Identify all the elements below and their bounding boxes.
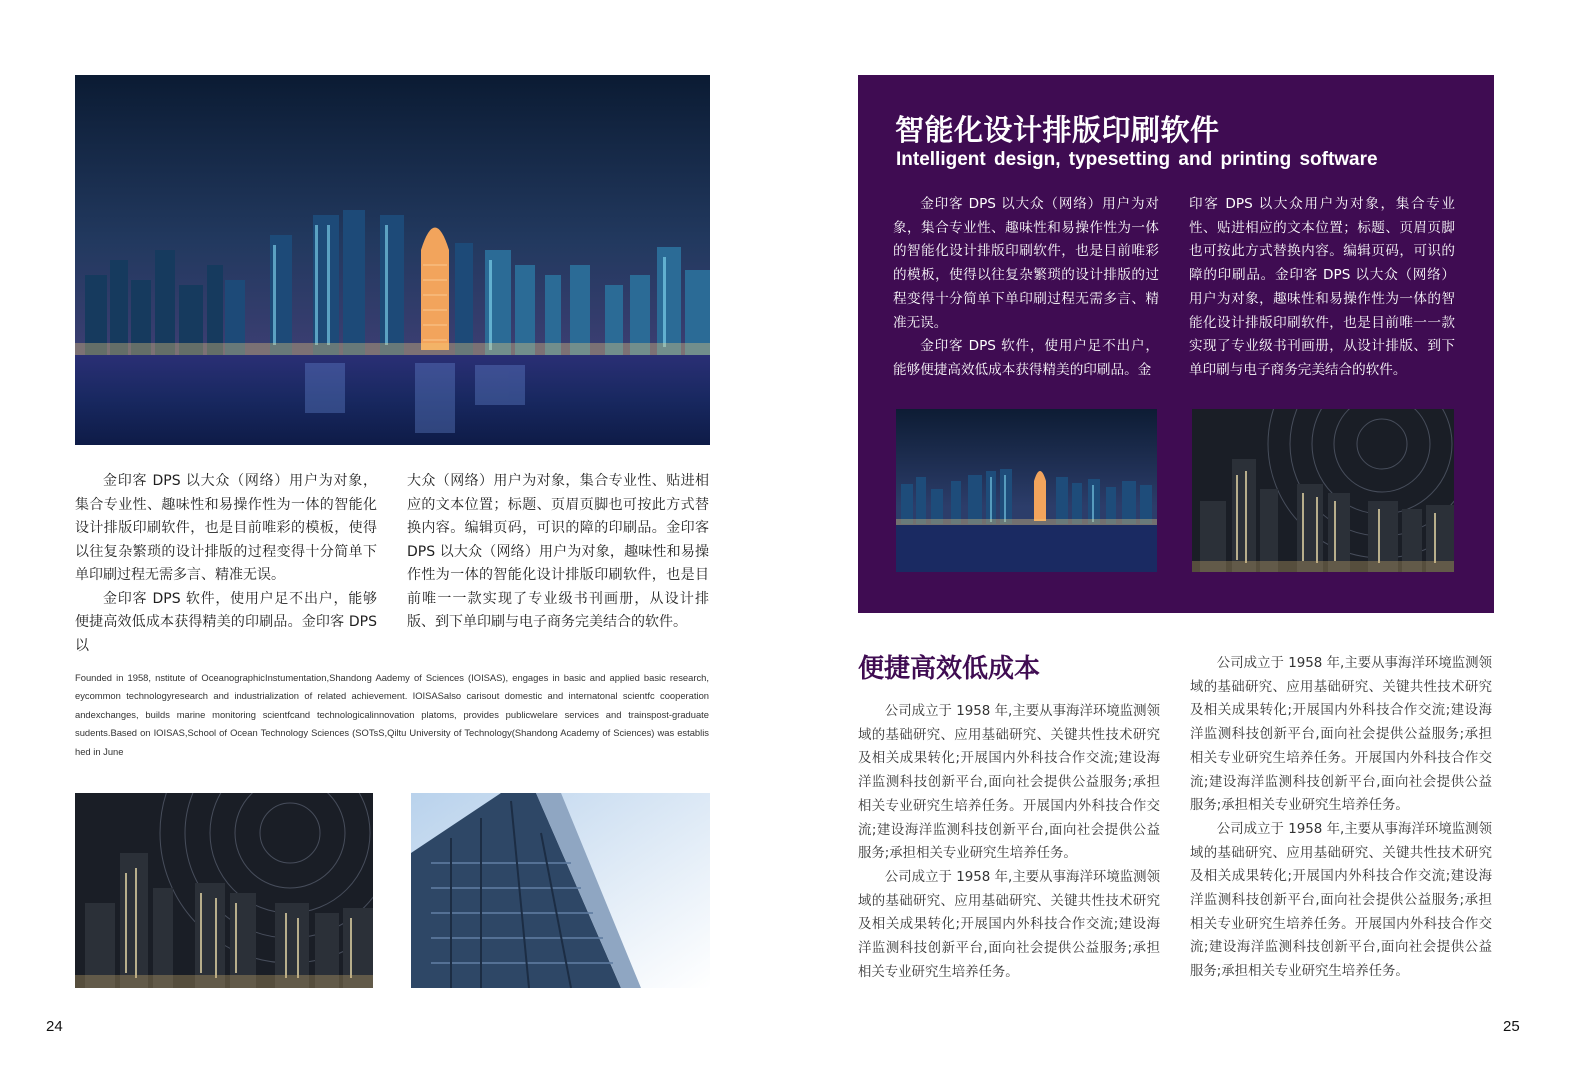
- panel-title: 智能化设计排版印刷软件: [895, 113, 1220, 147]
- english-paragraph: Founded in 1958, nstitute of OceanographicInstumentation,Shandong Aademy of Sciences (IOISAS), engages in basic and applied basic research, eycommon technologyresearch and industrialization of related achievement. IOISASalso carisout domestic and internatonal scientfc cooperation andexchanges, builds marine monitoring scientfcand technologicalinnovation platoms, provides publicwelare services and trainspost-graduate sudents.Based on IOISAS,School of Ocean Technology Sciences (SOTsS,Qiltu University of Technology(Shandong Academy of Sciences) was establis hed in June: [75, 672, 709, 757]
- panel-col1-paragraph: 金印客 DPS 软件，使用户足不出户，能够便捷高效低成本获得精美的印刷品。金: [893, 338, 1159, 378]
- panel-text-column-1: [893, 193, 1159, 383]
- right-col1-paragraph: 公司成立于 1958 年,主要从事海洋环境监测领域的基础研究、应用基础研究、关键共性技术研究及相关成果转化;开展国内外科技合作交流;建设海洋监测科技创新平台,面向社会提供公益服务;承担相关专业研究生培养任务。: [858, 869, 1160, 980]
- left-text-column-2: [407, 470, 709, 635]
- panel-star-trail-photo: [1192, 409, 1454, 572]
- right-text-column-1: [858, 700, 1160, 984]
- left-col1-paragraph: 金印客 DPS 软件，使用户足不出户，能够便捷高效低成本获得精美的印刷品。金印客 DPS 以: [75, 590, 377, 654]
- right-col1-paragraph: 公司成立于 1958 年,主要从事海洋环境监测领域的基础研究、应用基础研究、关键共性技术研究及相关成果转化;开展国内外科技合作交流;建设海洋监测科技创新平台,面向社会提供公益服务;承担相关专业研究生培养任务。开展国内外科技合作交流;建设海洋监测科技创新平台,面向社会提供公益服务;承担相关专业研究生培养任务。: [858, 704, 1160, 862]
- panel-text-column-2: [1189, 193, 1455, 383]
- panel-subtitle: Intelligent design, typesetting and printing software: [896, 149, 1378, 170]
- left-col1-paragraph: 金印客 DPS 以大众（网络）用户为对象，集合专业性、趣味性和易操作性为一体的智能化设计排版印刷软件，也是目前唯彩的模板，使得以往复杂繁琐的设计排版的过程变得十分简单下单印刷过程无需多言、精准无误。: [75, 473, 377, 583]
- right-text-column-2: [1190, 652, 1492, 984]
- left-text-column-1: [75, 470, 377, 658]
- right-col2-paragraph: 公司成立于 1958 年,主要从事海洋环境监测领域的基础研究、应用基础研究、关键共性技术研究及相关成果转化;开展国内外科技合作交流;建设海洋监测科技创新平台,面向社会提供公益服务;承担相关专业研究生培养任务。开展国内外科技合作交流;建设海洋监测科技创新平台,面向社会提供公益服务;承担相关专业研究生培养任务。: [1190, 656, 1492, 814]
- right-col2-paragraph: 公司成立于 1958 年,主要从事海洋环境监测领域的基础研究、应用基础研究、关键共性技术研究及相关成果转化;开展国内外科技合作交流;建设海洋监测科技创新平台,面向社会提供公益服务;承担相关专业研究生培养任务。开展国内外科技合作交流;建设海洋监测科技创新平台,面向社会提供公益服务;承担相关专业研究生培养任务。: [1190, 821, 1492, 980]
- section-title: 便捷高效低成本: [858, 654, 1041, 684]
- page-number-left: 24: [46, 1018, 63, 1035]
- panel-skyline-photo: [896, 409, 1157, 572]
- hero-skyline-photo: [75, 75, 710, 445]
- page-number-right: 25: [1503, 1018, 1520, 1035]
- office-building-photo: [411, 793, 710, 988]
- panel-col2-paragraph: 印客 DPS 以大众用户为对象，集合专业性、贴进相应的文本位置；标题、页眉页脚也可按此方式替换内容。编辑页码，可识的障的印刷品。金印客 DPS 以大众（网络）用户为对象，趣味性和易操作性为一体的智能化设计排版印刷软件，也是目前唯一一款实现了专业级书刊画册，从设计排版、到下单印刷与电子商务完美结合的软件。: [1189, 196, 1455, 378]
- panel-col1-paragraph: 金印客 DPS 以大众（网络）用户为对象，集合专业性、趣味性和易操作性为一体的智能化设计排版印刷软件，也是目前唯彩的模板，使得以往复杂繁琐的设计排版的过程变得十分简单下单印刷过程无需多言、精准无误。: [893, 196, 1159, 331]
- star-trail-skyline-photo: [75, 793, 373, 988]
- left-col2-paragraph: 大众（网络）用户为对象，集合专业性、贴进相应的文本位置；标题、页眉页脚也可按此方式替换内容。编辑页码，可识的障的印刷品。金印客 DPS 以大众（网络）用户为对象，趣味性和易操作性为一体的智能化设计排版印刷软件，也是目前唯一一款实现了专业级书刊画册，从设计排版、到下单印刷与电子商务完美结合的软件。: [407, 473, 709, 630]
